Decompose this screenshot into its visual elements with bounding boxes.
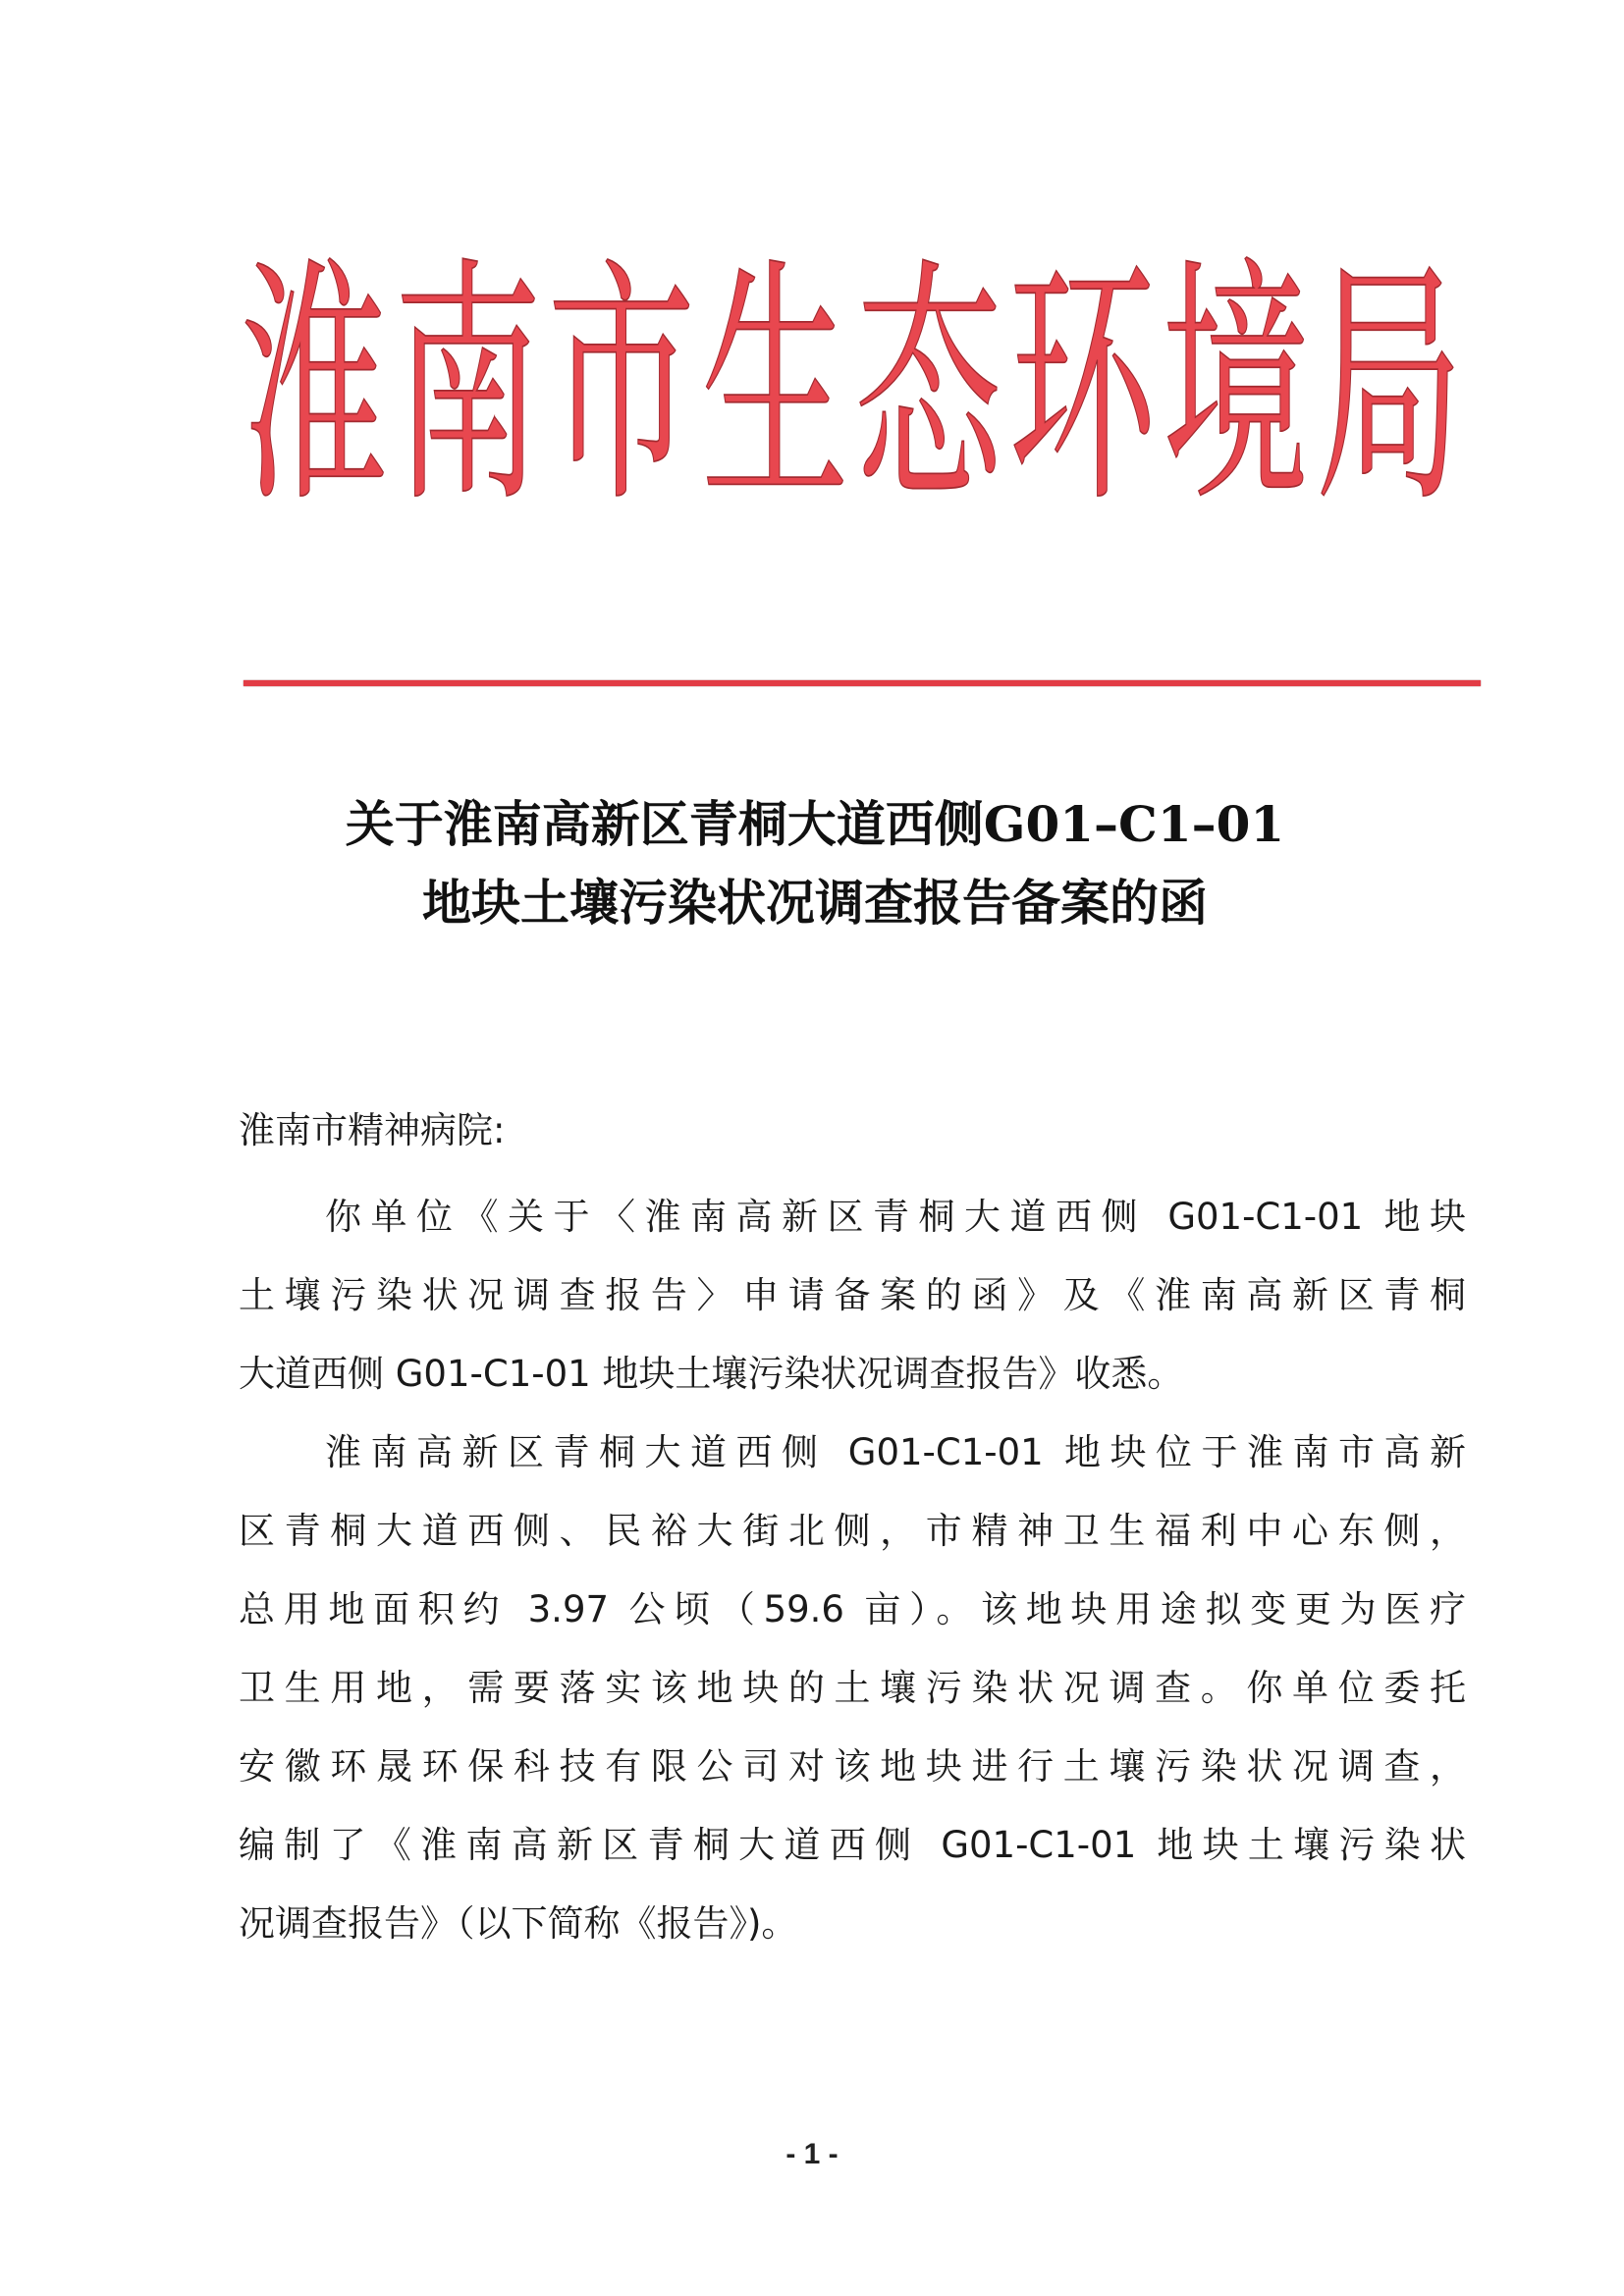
masthead-char: 境: [1162, 238, 1310, 538]
document-body: [239, 1092, 1466, 1963]
paragraph-line: 土壤污染状况调查报告〉申请备案的函》及《淮南高新区青桐: [239, 1274, 1466, 1316]
paragraph-line: 总用地面积约 3.97 公顷（59.6 亩）。该地块用途拟变更为医疗: [239, 1588, 1466, 1630]
masthead-char: 南: [394, 238, 542, 538]
masthead-char: 淮: [241, 238, 389, 538]
paragraph-2: [239, 1414, 1466, 1963]
title-line-2: 地块土壤污染状况调查报告备案的函: [422, 874, 1208, 932]
masthead-char: 市: [547, 238, 695, 538]
red-header-rule: [244, 680, 1481, 686]
masthead-char: 态: [854, 238, 1002, 538]
paragraph-line: 区青桐大道西侧、民裕大街北侧，市精神卫生福利中心东侧，: [239, 1510, 1466, 1552]
paragraph-line: 淮南高新区青桐大道西侧 G01-C1-01 地块位于淮南市高新: [325, 1431, 1466, 1473]
masthead-char: 环: [1008, 238, 1157, 538]
masthead-char: 生: [701, 238, 849, 538]
paragraph-line: 安徽环晟环保科技有限公司对该地块进行土壤污染状况调查，: [239, 1745, 1466, 1788]
paragraph-line: 你单位《关于〈淮南高新区青桐大道西侧 G01-C1-01 地块: [325, 1196, 1466, 1238]
masthead-org-name: [241, 238, 1463, 538]
paragraph-line: 卫生用地，需要落实该地块的土壤污染状况调查。你单位委托: [239, 1667, 1466, 1709]
paragraph-line: 大道西侧 G01-C1-01 地块土壤污染状况调查报告》收悉。: [239, 1353, 1184, 1395]
page-number: - 1 -: [785, 2138, 839, 2170]
document-title: [236, 785, 1394, 942]
masthead-char: 局: [1315, 238, 1463, 538]
addressee: 淮南市精神病院:: [239, 1109, 506, 1151]
paragraph-line: 况调查报告》（以下简称《报告》)。: [239, 1902, 798, 1945]
title-line-1: 关于淮南高新区青桐大道西侧G01–C1–01: [345, 795, 1285, 853]
paragraph-1: [239, 1178, 1466, 1414]
paragraph-line: 编制了《淮南高新区青桐大道西侧 G01-C1-01 地块土壤污染状: [239, 1824, 1466, 1866]
